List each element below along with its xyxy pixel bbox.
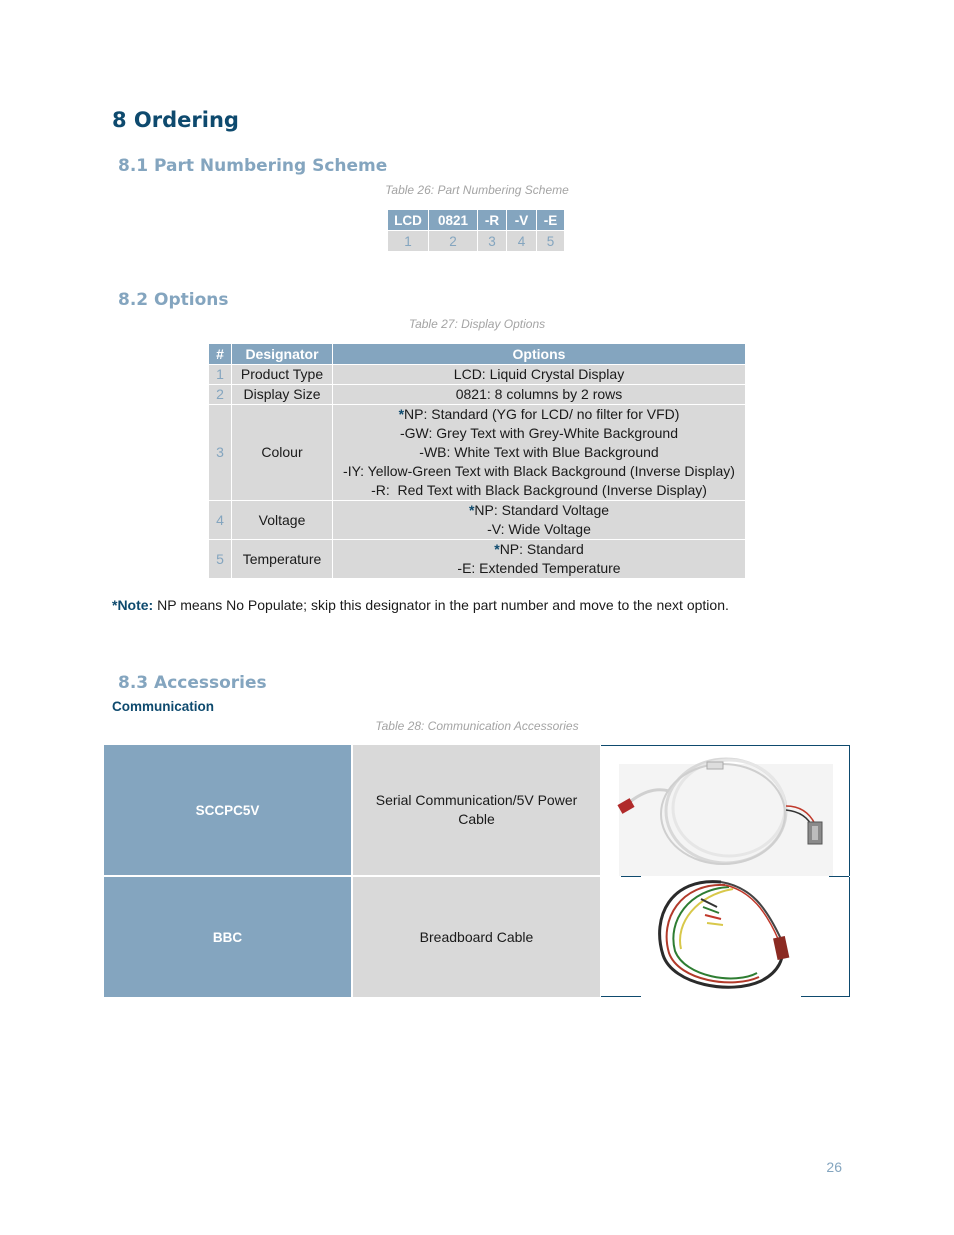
option-designator: Display Size [232,385,333,405]
option-designator: Product Type [232,365,333,385]
option-number: 3 [209,405,232,501]
options-caption: Table 27: Display Options [408,317,546,331]
option-text: -E: Extended Temperature [457,560,621,576]
option-values [333,501,746,540]
option-designator: Voltage [232,501,333,540]
options-header-designator: Designator [232,344,333,365]
option-number: 2 [209,385,232,405]
option-line [333,405,745,424]
multicolor-breadboard-cable-image [601,877,849,996]
part-code-cell: LCD [388,210,429,231]
option-line [333,481,745,500]
option-text: LCD: Liquid Crystal Display [453,366,625,382]
accessories-table [104,745,851,997]
options-row [209,540,746,579]
options-header-options: Options [333,344,746,365]
part-code-cell: -V [507,210,537,231]
option-designator: Temperature [232,540,333,579]
part-number-cell: 3 [478,231,507,252]
part-number-cell: 4 [507,231,537,252]
accessory-desc-line: Breadboard Cable [419,928,534,945]
option-line [333,385,745,404]
option-text: -WB: White Text with Blue Background [419,444,659,460]
accessory-image-cell [601,745,850,876]
default-marker: * [398,406,405,422]
default-marker: * [468,502,475,518]
accessory-desc-sccpc5v [353,745,600,875]
note-label: *Note: [112,597,154,613]
accessory-name-bbc: BBC [104,877,351,997]
option-values [333,365,746,385]
part-code-cell: -R [478,210,507,231]
option-values [333,540,746,579]
accessory-desc-line: Cable [458,811,495,827]
accessories-caption: Table 28: Communication Accessories [375,719,579,733]
options-row [209,405,746,501]
option-number: 4 [209,501,232,540]
accessories-subtitle: Communication [112,699,215,714]
option-text: -R: Red Text with Black Background (Inverse Display) [371,482,707,498]
options-header-num: # [209,344,232,365]
option-number: 1 [209,365,232,385]
option-text: -IY: Yellow-Green Text with Black Background (Inverse Display) [343,463,735,479]
part-numbering-caption: Table 26: Part Numbering Scheme [385,183,569,197]
accessory-name-sccpc5v: SCCPC5V [104,745,351,875]
part-code-cell: -E [537,210,565,231]
section-heading: 8 Ordering [112,108,239,132]
option-values [333,405,746,501]
option-text: NP: Standard (YG for LCD/ no filter for VFD) [404,406,680,422]
options-row [209,385,746,405]
option-line [333,540,745,559]
part-number-cell: 1 [388,231,429,252]
page-number: 26 [826,1159,842,1175]
ordering-note [112,597,729,613]
accessory-desc-line: Serial Communication/5V Power [375,792,578,808]
option-values [333,385,746,405]
option-line [333,462,745,481]
part-code-cell: 0821 [429,210,478,231]
option-line [333,559,745,578]
part-number-row [388,231,565,252]
option-line [333,424,745,443]
options-row [209,365,746,385]
option-line [333,443,745,462]
option-line [333,501,745,520]
part-number-cell: 5 [537,231,565,252]
option-line [333,520,745,539]
option-line [333,365,745,384]
part-numbering-title: 8.1 Part Numbering Scheme [118,156,388,176]
part-number-cell: 2 [429,231,478,252]
part-code-row [388,210,565,231]
accessories-title: 8.3 Accessories [118,673,267,693]
option-number: 5 [209,540,232,579]
coiled-white-serial-cable-image [601,746,849,876]
accessory-desc-bbc [353,877,600,997]
option-text: NP: Standard Voltage [474,502,610,518]
option-text: 0821: 8 columns by 2 rows [455,386,623,402]
default-marker: * [494,541,500,557]
accessory-image-cell [601,877,850,997]
note-text: NP means No Populate; skip this designator in the part number and move to the next option. [153,597,729,613]
options-title: 8.2 Options [118,290,229,310]
option-text: NP: Standard [499,541,584,557]
option-designator: Colour [232,405,333,501]
part-numbering-table [387,209,565,252]
option-text: -V: Wide Voltage [487,521,591,537]
options-header-row [209,344,746,365]
options-row [209,501,746,540]
options-table [208,343,746,579]
option-text: -GW: Grey Text with Grey-White Background [399,425,678,441]
